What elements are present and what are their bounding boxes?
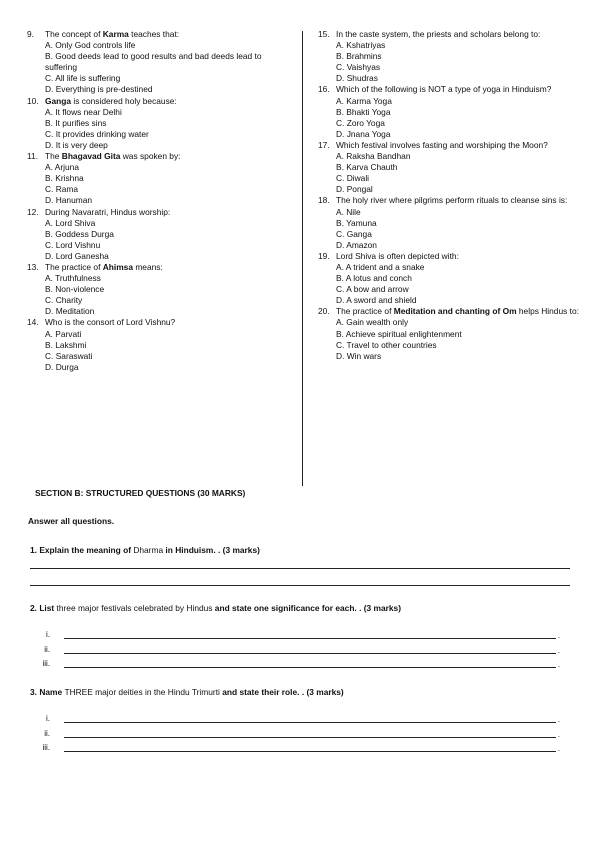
mcq-question [27,29,297,96]
question-bold-lead: List [39,603,57,613]
answer-line[interactable] [30,568,570,569]
mcq-question [318,306,580,361]
answer-option[interactable]: B. Brahmins [336,51,382,62]
blank-line [64,667,556,668]
question-number: 13. [27,261,39,272]
answer-line-i[interactable] [36,714,560,724]
stem-text: is considered holy because: [71,95,177,106]
question-stem [45,262,297,273]
answer-option[interactable]: B. A lotus and conch [336,273,412,284]
answer-option[interactable]: B. It purifies sins [45,117,107,128]
answer-option[interactable]: A. Karma Yoga [336,95,392,106]
answer-option[interactable]: A. Arjuna [45,162,79,173]
question-bold-tail: and state one significance for each. . (3 marks) [212,603,401,613]
stem-text: Which festival involves fasting and worshiping the Moon? [336,139,548,150]
answer-option[interactable]: C. Charity [45,295,83,306]
answer-option[interactable]: C. Vaishyas [336,62,381,73]
stem-text: The concept of [45,29,103,39]
answer-line-ii[interactable] [36,645,560,655]
answer-option[interactable]: C. Travel to other countries [336,339,437,350]
answer-option[interactable]: C. Saraswati [45,350,93,361]
answer-option[interactable]: D. Shudras [336,73,378,84]
answer-option[interactable]: B. Karva Chauth [336,162,398,173]
stem-text: Lord Shiva is often depicted with: [336,250,459,261]
roman-numeral: ii. [44,729,50,738]
question-number: 11. [27,151,39,162]
mcq-question [27,151,297,206]
question-number: 2. [30,603,40,613]
stem-keyword: Meditation and chanting of Om [393,306,517,317]
stem-text: The practice of [45,261,103,272]
question-bold-lead: Name [39,687,65,697]
structured-question-1 [30,545,260,555]
answer-option[interactable]: A. Only God controls life [45,40,136,51]
answer-option[interactable]: C. Diwali [336,173,370,184]
answer-option[interactable]: A. It flows near Delhi [45,106,122,117]
blank-line [64,722,556,723]
answer-option[interactable]: B. Bhakti Yoga [336,106,391,117]
question-stem [336,195,580,206]
answer-option[interactable]: B. Yamuna [336,217,377,228]
question-number: 1. [30,545,40,555]
stem-text: was spoken by: [120,151,181,162]
mcq-column-right [318,29,580,362]
question-plain-text: Dharma [133,545,164,555]
answer-option[interactable]: A. Gain wealth only [336,317,409,328]
section-b-instruction: Answer all questions. [28,516,115,526]
mcq-question [318,195,580,250]
mcq-column-left [27,29,297,373]
stem-text: In the caste system, the priests and scholars belong to: [336,29,541,39]
stem-text: The [45,151,62,162]
answer-option[interactable]: C. Lord Vishnu [45,239,101,250]
answer-option[interactable]: D. Lord Ganesha [45,250,109,261]
blank-line [64,751,556,752]
answer-option[interactable]: D. Amazon [336,239,377,250]
structured-question-3 [30,687,344,697]
blank-line [64,653,556,654]
line-end-mark: . [557,744,560,753]
question-stem [45,207,297,218]
answer-option[interactable]: D. Pongal [336,184,373,195]
line-end-mark: . [557,660,560,669]
question-stem [45,29,297,40]
question-number: 9. [27,29,34,39]
roman-numeral: i. [46,714,50,723]
answer-option[interactable]: D. A sword and shield [336,295,417,306]
answer-option[interactable]: A. Raksha Bandhan [336,151,411,162]
answer-option[interactable]: B. Goddess Durga [45,228,114,239]
question-number: 20. [318,306,330,317]
question-stem [336,84,580,95]
question-bold-lead: Explain the meaning of [39,545,134,555]
answer-option[interactable]: C. Rama [45,184,79,195]
column-divider [302,31,303,486]
question-bold-tail: in Hinduism. . (3 marks) [163,545,260,555]
answer-option[interactable]: D. Win wars [336,350,382,361]
answer-option[interactable]: C. A bow and arrow [336,284,409,295]
mcq-question [27,207,297,262]
stem-keyword: Karma [102,29,129,39]
line-end-mark: . [557,646,560,655]
stem-keyword: Bhagavad Gita [61,151,121,162]
question-stem [336,306,580,317]
answer-option[interactable]: C. Ganga [336,228,372,239]
question-number: 15. [318,29,330,39]
stem-keyword: Ganga [45,95,72,106]
answer-option[interactable]: B. Krishna [45,173,84,184]
mcq-question [27,317,297,372]
question-bold-tail: and state their role. . (3 marks) [219,687,344,697]
line-end-mark: . [557,730,560,739]
question-number: 3. [30,687,40,697]
mcq-question [318,251,580,306]
stem-text: teaches that: [128,29,180,39]
question-stem [45,317,297,328]
roman-numeral: iii. [42,659,50,668]
roman-numeral: ii. [44,645,50,654]
section-b-title: SECTION B: STRUCTURED QUESTIONS (30 MARKS) [35,488,246,498]
blank-line [64,737,556,738]
question-number: 17. [318,139,330,150]
question-number: 10. [27,95,39,106]
stem-keyword: Ahimsa [102,261,133,272]
answer-option[interactable]: A. Nile [336,206,361,217]
answer-option[interactable]: B. Achieve spiritual enlightenment [336,328,462,339]
stem-text: helps Hindus to: [516,306,579,317]
line-end-mark: . [557,631,560,640]
answer-line-iii[interactable] [36,659,560,669]
answer-option[interactable]: B. Non-violence [45,284,105,295]
answer-line[interactable] [30,585,570,586]
answer-option[interactable]: C. It provides drinking water [45,128,149,139]
answer-option[interactable]: A. Parvati [45,328,82,339]
question-stem [45,151,297,162]
mcq-question [318,84,580,139]
mcq-question [318,140,580,195]
mcq-question [27,262,297,317]
answer-line-iii[interactable] [36,743,560,753]
stem-text: The practice of [336,306,394,317]
answer-option[interactable]: D. Jnana Yoga [336,128,391,139]
roman-numeral: iii. [42,743,50,752]
stem-text: means: [133,261,163,272]
mcq-question [27,96,297,151]
roman-numeral: i. [46,630,50,639]
stem-text: Which of the following is NOT a type of yoga in Hinduism? [336,84,552,95]
answer-option[interactable]: B. Good deeds lead to good results and bad deeds lead to [45,51,262,62]
question-plain-text: THREE major deities in the Hindu Trimurti [64,687,220,697]
structured-question-2 [30,603,401,613]
line-end-mark: . [557,715,560,724]
answer-line-ii[interactable] [36,729,560,739]
question-stem [336,251,580,262]
question-stem [336,29,580,40]
answer-option[interactable]: A. Lord Shiva [45,217,96,228]
answer-option[interactable]: D. Hanuman [45,195,93,206]
question-number: 14. [27,317,39,328]
answer-option[interactable]: D. Meditation [45,306,95,317]
answer-option[interactable]: D. It is very deep [45,139,108,150]
question-number: 16. [318,84,330,95]
blank-line [64,638,556,639]
answer-line-i[interactable] [36,630,560,640]
answer-option[interactable]: A. A trident and a snake [336,261,425,272]
question-number: 19. [318,250,330,261]
answer-option[interactable]: A. Kshatriyas [336,40,386,51]
answer-option[interactable]: A. Truthfulness [45,273,101,284]
answer-option[interactable]: B. Lakshmi [45,339,87,350]
mcq-question [318,29,580,84]
question-stem [45,96,297,107]
answer-option[interactable]: C. Zoro Yoga [336,117,385,128]
question-number: 18. [318,195,330,206]
stem-text: Who is the consort of Lord Vishnu? [45,317,176,328]
question-stem [336,140,580,151]
question-number: 12. [27,206,39,217]
stem-text: The holy river where pilgrims perform rituals to cleanse sins is: [336,195,568,206]
answer-option[interactable]: D. Durga [45,361,79,372]
answer-option[interactable]: D. Everything is pre-destined [45,84,153,95]
answer-option[interactable]: C. All life is suffering [45,73,121,84]
answer-option[interactable]: suffering [45,62,77,73]
stem-text: During Navaratri, Hindus worship: [45,206,171,217]
question-plain-text: three major festivals celebrated by Hindus [56,603,213,613]
